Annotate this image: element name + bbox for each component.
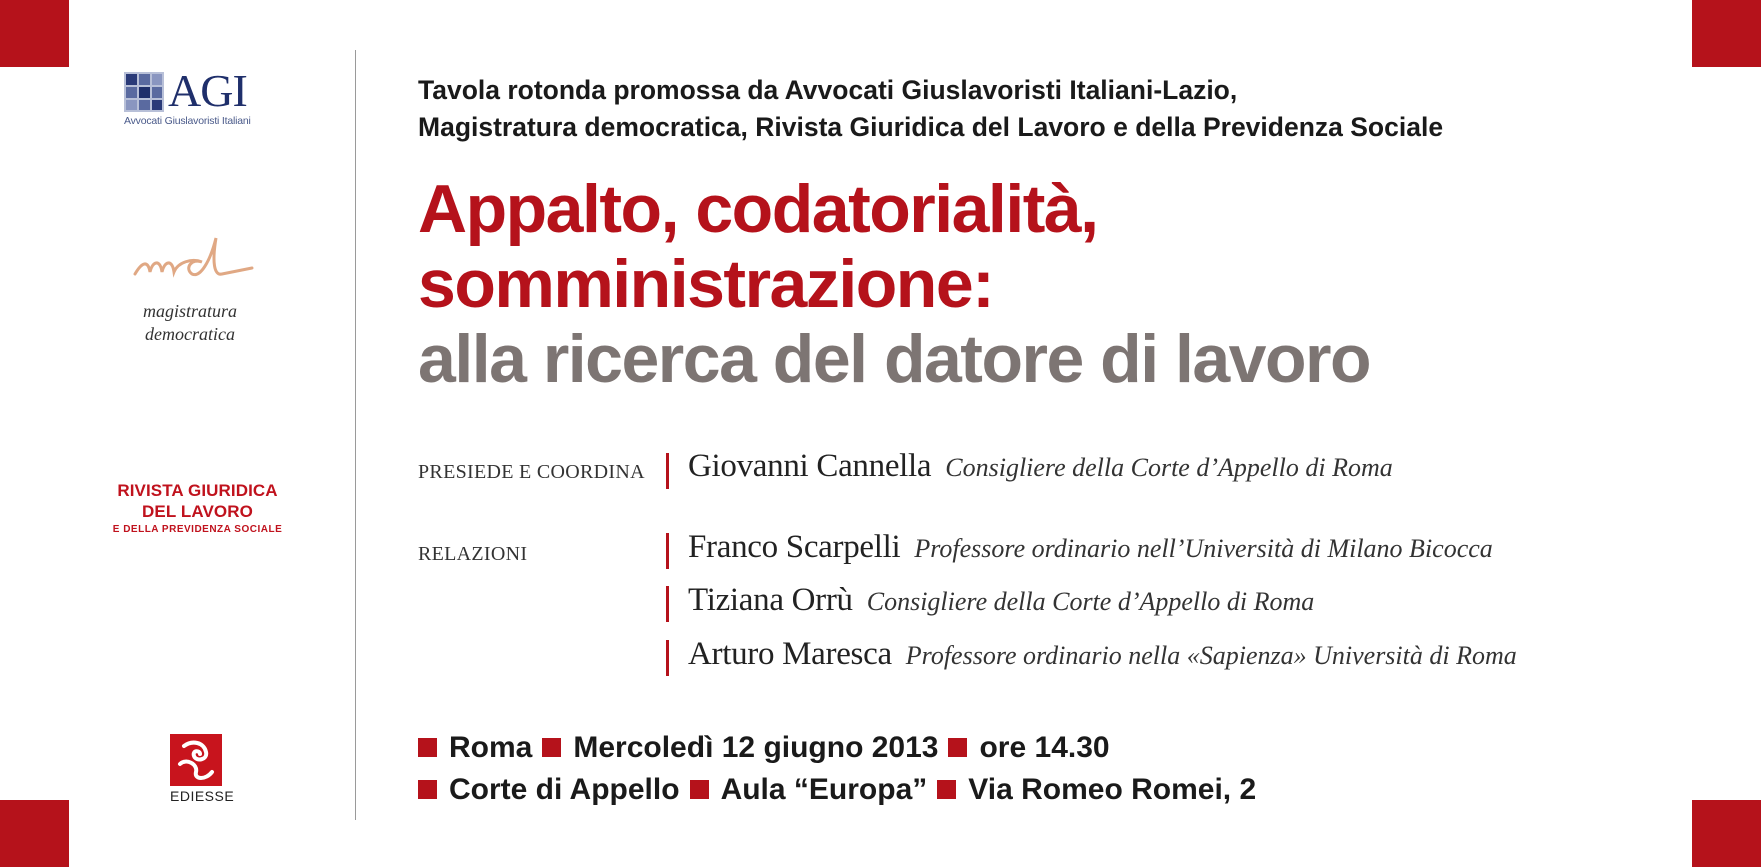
md-line-2: democratica xyxy=(145,324,235,344)
chair-person xyxy=(688,448,1393,485)
event-info-line-2 xyxy=(418,770,1256,810)
intro-line-2: Magistratura democratica, Rivista Giuridica del Lavoro e della Previdenza Sociale xyxy=(418,112,1444,142)
title-line-2: somministrazione: xyxy=(418,246,994,322)
chair-description: Consigliere della Corte d’Appello di Roma xyxy=(945,453,1393,482)
speaker-name: Tiziana Orrù xyxy=(688,582,853,618)
event-city: Roma xyxy=(449,731,533,764)
speaker-bar xyxy=(666,533,669,569)
intro-text xyxy=(418,72,1443,146)
speaker-item xyxy=(688,582,1314,619)
ediesse-logo xyxy=(170,734,235,804)
corner-decoration-bottom-left xyxy=(0,800,69,867)
agi-grid-icon xyxy=(124,72,164,112)
rgl-line-1: RIVISTA GIURIDICA xyxy=(117,481,278,500)
rgl-line-2: DEL LAVORO xyxy=(142,502,253,521)
reports-role-label: RELAZIONI xyxy=(418,543,528,565)
chair-name: Giovanni Cannella xyxy=(688,448,932,484)
md-name xyxy=(138,300,242,346)
event-time: ore 14.30 xyxy=(979,731,1110,764)
square-bullet-icon xyxy=(948,738,967,757)
event-venue: Corte di Appello xyxy=(449,773,680,806)
square-bullet-icon xyxy=(690,780,709,799)
event-date: Mercoledì 12 giugno 2013 xyxy=(573,731,939,764)
intro-line-1: Tavola rotonda promossa da Avvocati Giuslavoristi Italiani-Lazio, xyxy=(418,75,1238,105)
corner-decoration-top-left xyxy=(0,0,69,67)
speaker-item xyxy=(688,529,1493,566)
square-bullet-icon xyxy=(418,780,437,799)
chair-role-label: PRESIEDE E COORDINA xyxy=(418,461,645,483)
square-bullet-icon xyxy=(418,738,437,757)
speaker-name: Arturo Maresca xyxy=(688,636,892,672)
speaker-name: Franco Scarpelli xyxy=(688,529,901,565)
square-bullet-icon xyxy=(542,738,561,757)
chair-bar xyxy=(666,453,669,489)
event-info-line-1 xyxy=(418,728,1110,768)
speaker-bar xyxy=(666,640,669,676)
corner-decoration-bottom-right xyxy=(1692,800,1761,867)
speaker-bar xyxy=(666,586,669,622)
agi-subtitle: Avvocati Giuslavoristi Italiani xyxy=(124,115,251,127)
agi-name: AGI xyxy=(168,65,247,116)
event-address: Via Romeo Romei, 2 xyxy=(968,773,1257,806)
speaker-description: Consigliere della Corte d’Appello di Roma xyxy=(866,587,1315,616)
event-title xyxy=(418,172,1370,397)
ediesse-mark-icon xyxy=(170,734,222,786)
corner-decoration-top-right xyxy=(1692,0,1761,67)
square-bullet-icon xyxy=(937,780,956,799)
md-line-1: magistratura xyxy=(142,301,238,321)
ediesse-name: EDIESSE xyxy=(170,788,235,804)
speaker-description: Professore ordinario nell’Università di Milano Bicocca xyxy=(914,534,1493,563)
rgl-logo xyxy=(90,480,305,537)
title-line-3: alla ricerca del datore di lavoro xyxy=(418,321,1371,397)
speaker-item xyxy=(688,636,1517,673)
speaker-description: Professore ordinario nella «Sapienza» Università di Roma xyxy=(905,641,1517,670)
md-script-icon xyxy=(130,232,260,292)
column-divider xyxy=(355,50,356,820)
rgl-line-3: E DELLA PREVIDENZA SOCIALE xyxy=(112,524,283,535)
event-room: Aula “Europa” xyxy=(720,773,928,806)
title-line-1: Appalto, codatorialità, xyxy=(418,171,1098,247)
